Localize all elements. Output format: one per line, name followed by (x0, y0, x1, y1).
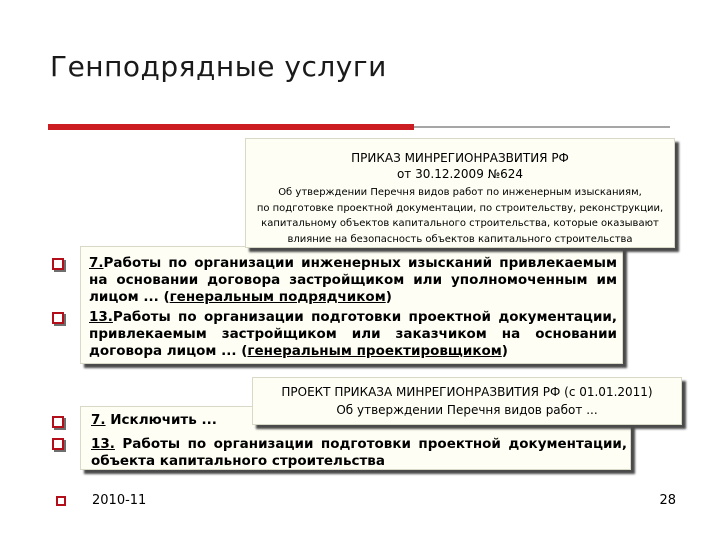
project-2011-callout (252, 377, 682, 425)
page-number: 28 (659, 493, 676, 508)
role-general-designer: генеральным проектировщиком (247, 343, 502, 359)
item-13-2009 (89, 309, 617, 360)
square-bullet-icon (52, 258, 64, 270)
item-number: 7. (91, 412, 106, 428)
square-bullet-icon (52, 438, 64, 450)
title-rule-gray (414, 126, 670, 128)
role-general-contractor: генеральным подрядчиком (169, 289, 386, 305)
order-subject (250, 185, 670, 247)
order-subject-line: капитальному объектов капитального строительства, которые оказывают (261, 218, 659, 229)
order-subject-line: по подготовке проектной документации, по строительству, реконструкции, (256, 202, 664, 214)
title-rule-red (48, 124, 414, 130)
square-bullet-icon (56, 496, 66, 506)
item-7-2009 (89, 255, 617, 306)
order-title: ПРИКАЗ МИНРЕГИОНРАЗВИТИЯ РФ (351, 151, 569, 165)
item-lead: Работы по организации подготовки проектной документации, привлекаемым застройщиком или заказчиком на основании договора лицом ... ( (89, 309, 617, 359)
order-heading (246, 150, 674, 182)
project-subject: Об утверждении Перечня видов работ ... (336, 403, 598, 417)
order-2009-callout (245, 138, 675, 248)
slide-title: Генподрядные услуги (50, 50, 387, 83)
item-13-2011 (91, 436, 627, 470)
item-number: 7. (89, 255, 104, 271)
item-tail: ) (501, 343, 508, 359)
order-subject-line: влияние на безопасность объектов капитального строительства (287, 233, 633, 245)
items-2009-box (80, 246, 623, 364)
item-text: Исключить ... (110, 412, 217, 428)
item-tail: ) (385, 289, 392, 305)
item-text: Работы по организации подготовки проектной документации, объекта капитального строительства (91, 436, 627, 469)
item-number: 13. (89, 309, 113, 325)
order-subject-line: Об утверждении Перечня видов работ по инженерным изысканиям, (278, 187, 642, 198)
order-date-number: от 30.12.2009 №624 (396, 167, 524, 181)
item-lead: Работы по организации инженерных изысканий привлекаемым на основании договора застройщиком или уполномоченным им лицом ... ( (89, 255, 617, 305)
project-heading: ПРОЕКТ ПРИКАЗА МИНРЕГИОНРАЗВИТИЯ РФ (с 01.01.2011) (281, 385, 653, 399)
square-bullet-icon (52, 312, 64, 324)
footer-date: 2010-11 (92, 493, 147, 508)
item-number: 13. (91, 436, 115, 452)
square-bullet-icon (52, 416, 64, 428)
